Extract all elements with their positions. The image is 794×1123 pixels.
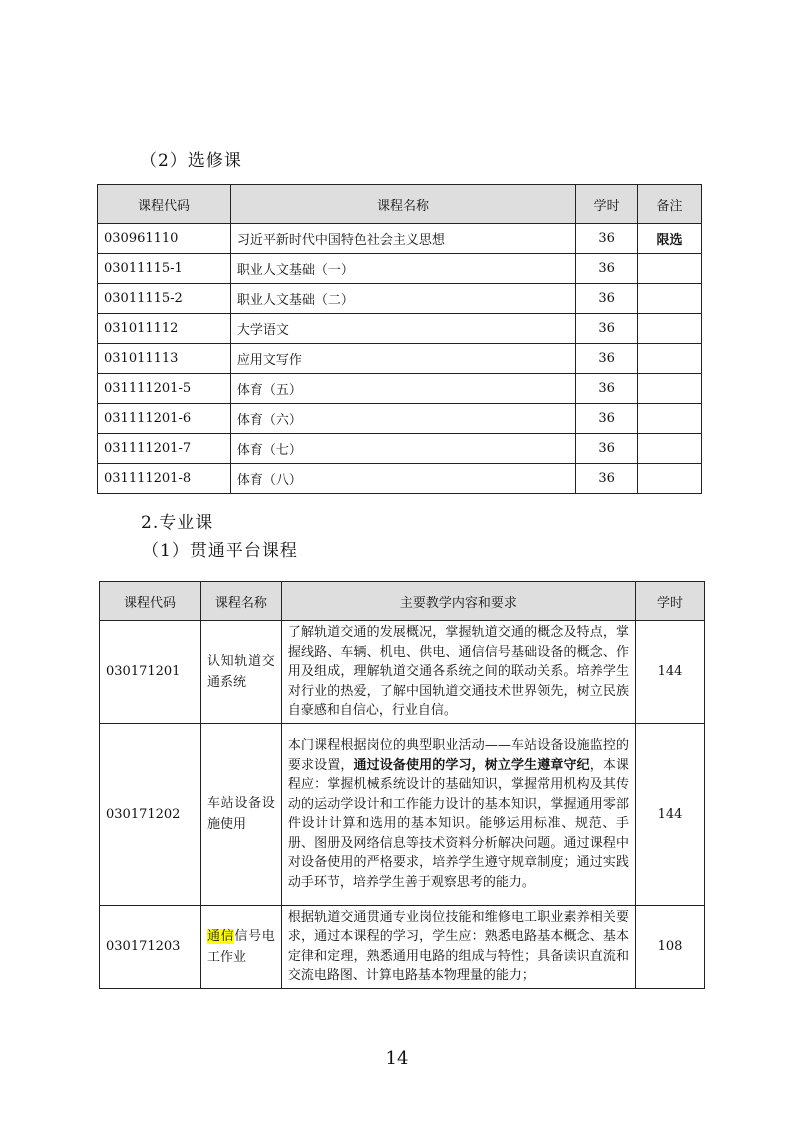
course-name: 应用文写作 xyxy=(230,344,575,374)
course-name: 职业人文基础（二） xyxy=(230,284,575,314)
course-note xyxy=(638,464,702,494)
course-code: 031011113 xyxy=(98,344,231,374)
table-row xyxy=(100,723,705,905)
page-number: 14 xyxy=(385,1048,409,1069)
course-hours: 36 xyxy=(576,434,638,464)
course-hours: 36 xyxy=(576,224,638,254)
course-code: 030171201 xyxy=(100,621,201,724)
course-description xyxy=(281,723,635,905)
table-row xyxy=(98,314,702,344)
course-code: 03011115-2 xyxy=(98,284,231,314)
course-hours: 36 xyxy=(576,464,638,494)
course-name-rest: 信号电工作业 xyxy=(206,928,275,965)
header-note: 备注 xyxy=(638,185,702,224)
course-description: 了解轨道交通的发展概况，掌握轨道交通的概念及特点，掌握线路、车辆、机电、供电、通信信号基础设备的概念、作用及组成，理解轨道交通各系统之间的联动关系。培养学生对行业的热爱，了解中国轨道交通技术世界领先，树立民族自豪感和自信心，行业自信。 xyxy=(281,621,635,724)
course-hours: 36 xyxy=(576,254,638,284)
table-row xyxy=(98,434,702,464)
course-hours: 36 xyxy=(576,314,638,344)
header-teaching-content: 主要教学内容和要求 xyxy=(281,582,635,621)
course-note xyxy=(638,314,702,344)
course-note xyxy=(638,254,702,284)
header-hours: 学时 xyxy=(576,185,638,224)
table-row xyxy=(98,344,702,374)
description-text: 本门课程根据岗位的典型职业活动——车站设备设施监控的要求设置， xyxy=(287,738,630,773)
course-name: 体育（七） xyxy=(230,434,575,464)
course-code: 031111201-5 xyxy=(98,374,231,404)
table-row xyxy=(98,254,702,284)
course-name xyxy=(200,905,281,988)
course-note xyxy=(638,404,702,434)
table-row xyxy=(98,374,702,404)
header-course-name: 课程名称 xyxy=(230,185,575,224)
course-code: 030171203 xyxy=(100,905,201,988)
course-code: 031111201-6 xyxy=(98,404,231,434)
course-name: 职业人文基础（一） xyxy=(230,254,575,284)
course-hours: 36 xyxy=(576,404,638,434)
course-hours: 144 xyxy=(636,723,705,905)
description-text: ，本课程应：掌握机械系统设计的基础知识，掌握常用机构及其传动的运动学设计和工作能力设计的基本知识，掌握通用零部件设计计算和选用的基本知识。能够运用标准、规范、手册、图册及网络信息等技术资料分析解决问题。通过课程中对设备使用的严格要求，培养学生遵守规章制度；通过实践动手环节，培养学生善于观察思考的能力。 xyxy=(287,757,630,890)
course-code: 03011115-1 xyxy=(98,254,231,284)
section-platform-heading: （1）贯通平台课程 xyxy=(142,541,298,561)
course-code: 030961110 xyxy=(98,224,231,254)
table-row xyxy=(98,404,702,434)
course-hours: 36 xyxy=(576,344,638,374)
course-note xyxy=(638,374,702,404)
course-code: 030171202 xyxy=(100,723,201,905)
table-row xyxy=(100,905,705,988)
table-header-row xyxy=(98,185,702,224)
header-course-code: 课程代码 xyxy=(98,185,231,224)
header-course-name: 课程名称 xyxy=(200,582,281,621)
table-header-row xyxy=(100,582,705,621)
course-name: 体育（五） xyxy=(230,374,575,404)
description-bold-text: 通过设备使用的学习，树立学生遵章守纪 xyxy=(353,757,590,773)
course-note: 限选 xyxy=(638,224,702,254)
course-note xyxy=(638,434,702,464)
section-electives-heading: （2）选修课 xyxy=(140,151,242,171)
course-code: 031011112 xyxy=(98,314,231,344)
course-name: 车站设备设施使用 xyxy=(200,723,281,905)
course-note xyxy=(638,344,702,374)
course-name: 认知轨道交通系统 xyxy=(200,621,281,724)
course-name: 大学语文 xyxy=(230,314,575,344)
course-hours: 36 xyxy=(576,374,638,404)
course-description: 根据轨道交通贯通专业岗位技能和维修电工职业素养相关要求，通过本课程的学习，学生应：熟悉电路基本概念、基本定律和定理，熟悉通用电路的组成与特性；具备读识直流和交流电路图、计算电路基本物理量的能力； xyxy=(281,905,635,988)
table-row xyxy=(98,464,702,494)
course-note xyxy=(638,284,702,314)
course-code: 031111201-8 xyxy=(98,464,231,494)
table-row xyxy=(100,621,705,724)
header-course-code: 课程代码 xyxy=(100,582,201,621)
course-hours: 36 xyxy=(576,284,638,314)
section-professional-heading: 2.专业课 xyxy=(141,513,214,533)
course-name: 体育（八） xyxy=(230,464,575,494)
course-name: 体育（六） xyxy=(230,404,575,434)
header-hours: 学时 xyxy=(636,582,705,621)
course-code: 031111201-7 xyxy=(98,434,231,464)
course-hours: 144 xyxy=(636,621,705,724)
platform-courses-table xyxy=(99,581,705,989)
electives-table xyxy=(97,184,702,494)
course-name: 习近平新时代中国特色社会主义思想 xyxy=(230,224,575,254)
table-row xyxy=(98,284,702,314)
highlighted-text: 通信 xyxy=(206,928,235,944)
table-row xyxy=(98,224,702,254)
course-hours: 108 xyxy=(636,905,705,988)
